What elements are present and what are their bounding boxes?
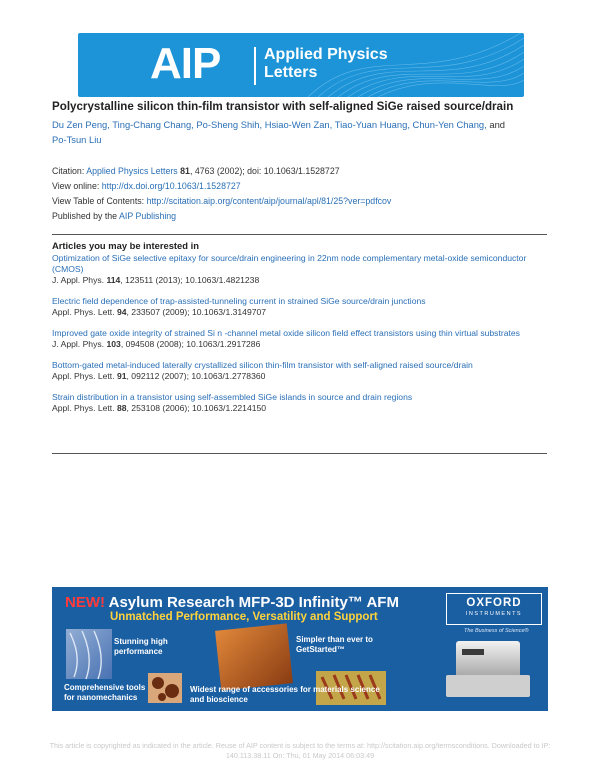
- citation-label: Citation:: [52, 166, 85, 176]
- oxford-logo-text: OXFORD: [466, 597, 522, 609]
- list-item: [52, 253, 552, 286]
- author-list: Du Zen Peng, Ting-Chang Chang, Po-Sheng Shih, Hsiao-Wen Zan, Tiao-Yuan Huang, Chun-Yen Chang, and Po-Tsun Liu: [52, 119, 506, 145]
- journal-name-line1: Applied Physics: [264, 46, 388, 63]
- list-item: [52, 296, 552, 318]
- related-article-citation: [52, 403, 552, 414]
- article-metadata: [52, 164, 552, 224]
- ad-subheadline: Unmatched Performance, Versatility and Support: [110, 611, 378, 623]
- related-journal: Appl. Phys. Lett.: [52, 403, 115, 413]
- copyright-footer: [20, 741, 580, 761]
- author-link[interactable]: Hsiao-Wen Zan: [264, 119, 330, 130]
- related-details: , 233507 (2009); 10.1063/1.3149707: [126, 307, 267, 317]
- related-heading: Articles you may be interested in: [52, 240, 199, 251]
- related-article-citation: [52, 371, 552, 382]
- related-article-link[interactable]: Optimization of SiGe selective epitaxy for source/drain engineering in 22nm node complementary metal-oxide semiconductor (CMOS): [52, 253, 527, 274]
- related-details: , 094508 (2008); 10.1063/1.2917286: [120, 339, 261, 349]
- ad-caption: Comprehensive tools for nanomechanics: [64, 683, 146, 702]
- related-article-link[interactable]: Bottom-gated metal-induced laterally crystallized silicon thin-film transistor with self-aligned raised source/drain: [52, 360, 473, 370]
- related-article-citation: [52, 275, 552, 286]
- related-details: , 092112 (2007); 10.1063/1.2778360: [126, 371, 266, 381]
- view-online-label: View online:: [52, 181, 100, 191]
- related-volume: 103: [106, 339, 121, 349]
- related-journal: J. Appl. Phys.: [52, 275, 105, 285]
- toc-label: View Table of Contents:: [52, 196, 145, 206]
- related-journal: Appl. Phys. Lett.: [52, 371, 115, 381]
- divider-bottom: [52, 453, 547, 454]
- doi-link[interactable]: http://dx.doi.org/10.1063/1.1528727: [101, 181, 241, 191]
- related-volume: 94: [116, 307, 127, 317]
- related-journal: J. Appl. Phys.: [52, 339, 105, 349]
- related-details: , 123511 (2013); 10.1063/1.4821238: [120, 275, 260, 285]
- view-online-line: [52, 179, 552, 194]
- journal-name: [264, 46, 404, 82]
- article-title: Polycrystalline silicon thin-film transistor with self-aligned SiGe raised source/drain: [52, 100, 514, 113]
- related-article-citation: [52, 339, 552, 350]
- oxford-logo-subtext: INSTRUMENTS: [465, 611, 523, 617]
- advertisement-banner[interactable]: [52, 587, 548, 711]
- author-link[interactable]: Po-Sheng Shih: [196, 119, 260, 130]
- related-journal: Appl. Phys. Lett.: [52, 307, 115, 317]
- aip-logo: AIP: [150, 39, 221, 88]
- citation-journal-link[interactable]: Applied Physics Letters: [86, 166, 178, 176]
- author-link[interactable]: Chun-Yen Chang: [412, 119, 485, 130]
- toc-link[interactable]: http://scitation.aip.org/content/aip/journal/apl/81/25?ver=pdfcov: [146, 196, 392, 206]
- related-details: , 253108 (2006); 10.1063/1.2214150: [126, 403, 267, 413]
- ad-new-badge: NEW!: [65, 594, 105, 611]
- author-link[interactable]: Ting-Chang Chang: [112, 119, 192, 130]
- publisher-line: [52, 209, 552, 224]
- related-volume: 114: [106, 275, 121, 285]
- related-article-link[interactable]: Improved gate oxide integrity of strained Si n -channel metal oxide silicon field effect transistors using thin virtual substrates: [52, 328, 520, 338]
- list-item: [52, 360, 552, 382]
- ad-caption: Widest range of accessories for materials science and bioscience: [190, 685, 380, 704]
- citation-line: [52, 164, 552, 179]
- list-item: [52, 392, 552, 414]
- journal-banner[interactable]: [78, 33, 524, 97]
- ad-caption: Simpler than ever to GetStarted™: [296, 635, 373, 654]
- ad-headline: [65, 594, 399, 611]
- publisher-label: Published by the: [52, 211, 118, 221]
- journal-name-line2: Letters: [264, 64, 318, 81]
- related-article-citation: [52, 307, 552, 318]
- citation-details: , 4763 (2002); doi: 10.1063/1.1528727: [189, 166, 340, 176]
- ad-headline-text: Asylum Research MFP-3D Infinity™ AFM: [105, 594, 399, 611]
- related-volume: 91: [116, 371, 127, 381]
- related-article-link[interactable]: Strain distribution in a transistor using self-assembled SiGe islands in source and drain regions: [52, 392, 413, 402]
- list-item: [52, 328, 552, 350]
- related-volume: 88: [116, 403, 127, 413]
- author-link[interactable]: Du Zen Peng: [52, 119, 108, 130]
- related-articles: [52, 240, 552, 424]
- ad-tagline: The Business of Science®: [464, 628, 529, 634]
- related-article-link[interactable]: Electric field dependence of trap-assisted-tunneling current in strained SiGe source/drain junctions: [52, 296, 426, 306]
- footer-line1: This article is copyrighted as indicated in the article. Reuse of AIP content is subject to the terms at: http://scitation.aip.org/termsconditions. Downloaded to IP:: [49, 741, 551, 750]
- divider-top: [52, 234, 547, 235]
- publisher-link[interactable]: AIP Publishing: [119, 211, 177, 221]
- logo-separator: [254, 47, 256, 85]
- toc-line: [52, 194, 552, 209]
- oxford-logo: [446, 593, 542, 625]
- author-link[interactable]: Tiao-Yuan Huang: [334, 119, 408, 130]
- citation-volume: 81: [180, 166, 190, 176]
- footer-line2: 140.113.38.11 On: Thu, 01 May 2014 06:03:49: [225, 751, 375, 760]
- ad-caption: Stunning high performance: [114, 637, 168, 656]
- author-link[interactable]: Po-Tsun Liu: [52, 134, 102, 145]
